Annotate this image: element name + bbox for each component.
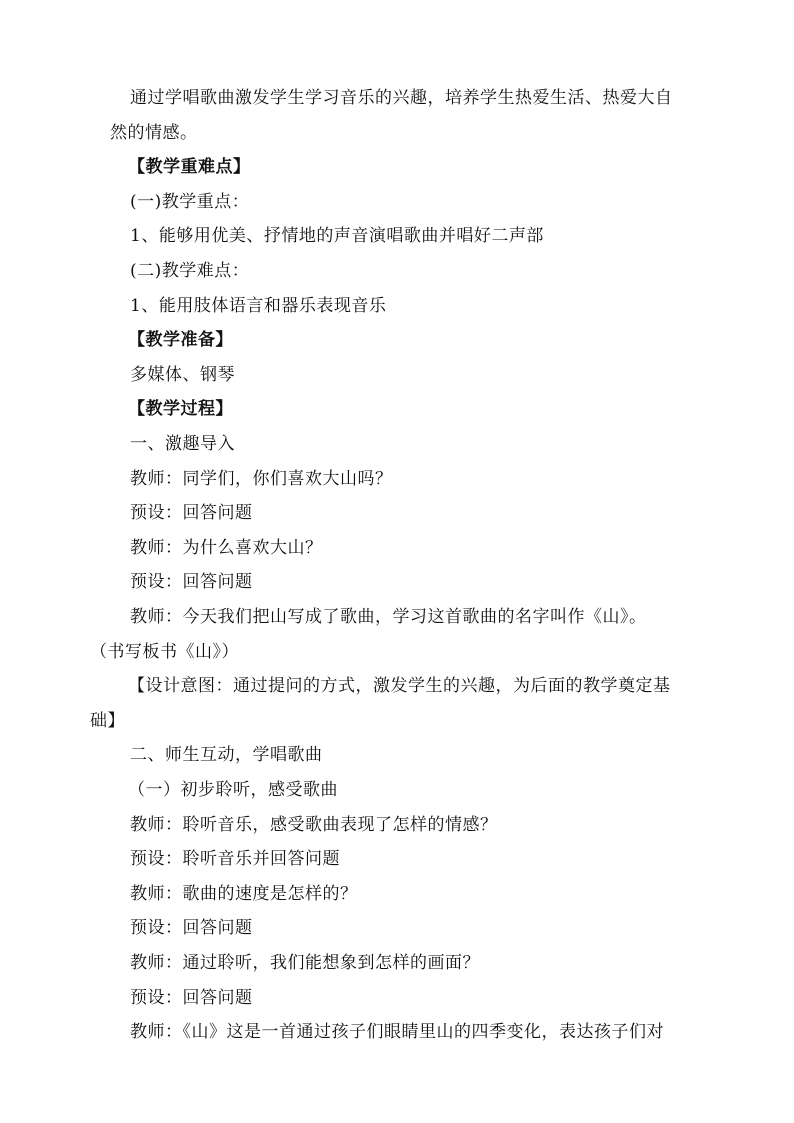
preset-line: 预设：回答问题 xyxy=(130,988,253,1008)
preset-line: 预设：回答问题 xyxy=(130,503,253,523)
teacher-line: 教师：歌曲的速度是怎样的？ xyxy=(130,884,358,904)
focus-item-1: 1、能够用优美、抒情地的声音演唱歌曲并唱好二声部 xyxy=(130,226,544,246)
design-intent: 【设计意图：通过提问的方式，激发学生的兴趣，为后面的教学奠定基 xyxy=(128,676,671,696)
teacher-line: 教师：聆听音乐，感受歌曲表现了怎样的情感？ xyxy=(130,815,498,835)
heading-key-points: 【教学重难点】 xyxy=(128,157,251,177)
section-interaction: 二、师生互动，学唱歌曲 xyxy=(130,745,323,765)
subheading-difficulty: (二)教学难点： xyxy=(130,261,250,281)
subheading-focus: (一)教学重点： xyxy=(130,192,250,212)
paragraph-objective-cont: 然的情感。 xyxy=(110,123,198,143)
design-intent-cont: 础】 xyxy=(90,711,125,731)
teacher-line: 教师：通过聆听，我们能想象到怎样的画面？ xyxy=(130,953,480,973)
heading-process: 【教学过程】 xyxy=(128,399,233,419)
preset-line: 预设：回答问题 xyxy=(130,918,253,938)
teacher-line: 教师：今天我们把山写成了歌曲，学习这首歌曲的名字叫作《山》。 xyxy=(130,607,647,627)
preset-line: 预设：回答问题 xyxy=(130,572,253,592)
heading-preparation: 【教学准备】 xyxy=(128,330,233,350)
teacher-line: 教师：为什么喜欢大山？ xyxy=(130,538,323,558)
difficulty-item-1: 1、能用肢体语言和器乐表现音乐 xyxy=(130,296,387,316)
preparation-text: 多媒体、钢琴 xyxy=(130,365,235,385)
teacher-line: 教师：《山》这是一首通过孩子们眼睛里山的四季变化，表达孩子们对 xyxy=(130,1022,664,1042)
teacher-line: 教师：同学们，你们喜欢大山吗？ xyxy=(130,469,393,489)
paragraph-objective: 通过学唱歌曲激发学生学习音乐的兴趣，培养学生热爱生活、热爱大自 xyxy=(130,88,673,108)
preset-line: 预设：聆听音乐并回答问题 xyxy=(130,849,340,869)
subsection-listen: （一）初步聆听，感受歌曲 xyxy=(128,780,338,800)
section-intro: 一、激趣导入 xyxy=(130,434,235,454)
board-note: （书写板书《山》） xyxy=(90,642,239,662)
